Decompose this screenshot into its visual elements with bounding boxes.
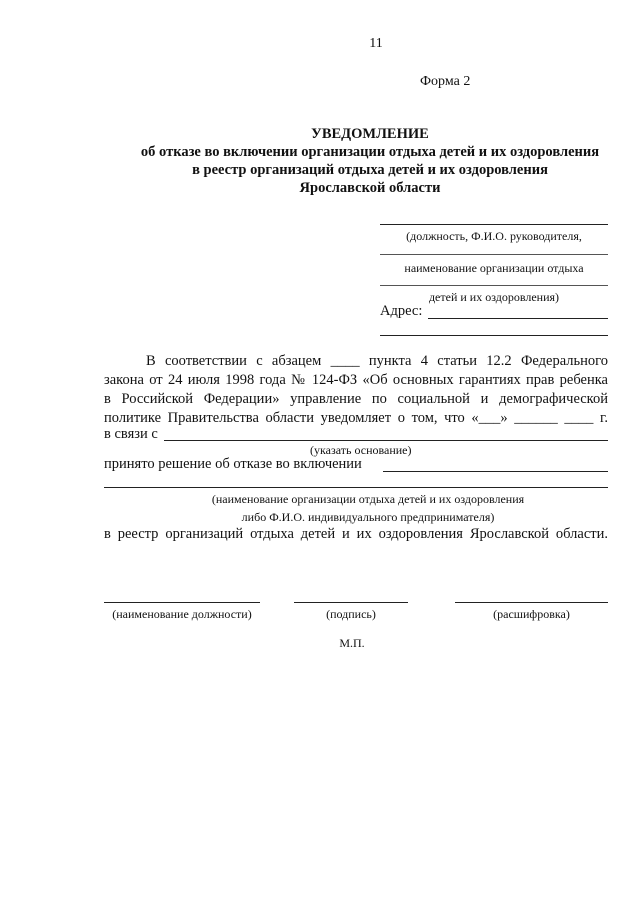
position-caption: (наименование должности): [112, 607, 252, 621]
page-number: 11: [369, 36, 383, 51]
signature-caption: (подпись): [326, 607, 376, 621]
decision-text: принято решение об отказе во включении: [104, 456, 362, 472]
address-line-1: [428, 318, 608, 319]
org-caption-2: либо Ф.И.О. индивидуального предпринимателя): [241, 510, 495, 524]
signature-line: [294, 602, 408, 603]
decision-line: [383, 471, 608, 472]
document-title: УВЕДОМЛЕНИЕ: [311, 126, 429, 142]
decoding-caption: (расшифровка): [493, 607, 570, 621]
addressee-line-3: [380, 285, 608, 286]
paragraph-line-1: В соответствии с абзацем ____ пункта 4 статьи 12.2 Федерального: [146, 353, 608, 369]
closing-text: в реестр организаций отдыха детей и их оздоровления Ярославской области.: [104, 526, 608, 542]
addressee-caption-2: наименование организации отдыха: [404, 261, 584, 275]
address-label: Адрес:: [380, 303, 423, 319]
org-line: [104, 487, 608, 488]
decoding-line: [455, 602, 608, 603]
paragraph-line-3: в Российской Федерации» управление по социальной и демографической: [104, 391, 608, 407]
reason-line: [164, 440, 608, 441]
position-line: [104, 602, 260, 603]
addressee-caption-1: (должность, Ф.И.О. руководителя,: [406, 229, 582, 243]
paragraph-line-4: политике Правительства области уведомляет о том, что «___» ______ ____ г.: [104, 410, 608, 426]
address-line-2: [380, 335, 608, 336]
addressee-caption-3: детей и их оздоровления): [428, 290, 560, 304]
seal-mark: М.П.: [339, 636, 365, 650]
paragraph-line-2: закона от 24 июля 1998 года № 124-ФЗ «Об основных гарантиях прав ребенка: [104, 372, 608, 388]
title-subline-3: Ярославской области: [299, 180, 441, 196]
reason-caption: (указать основание): [310, 443, 412, 457]
addressee-line-2: [380, 254, 608, 255]
org-caption-1: (наименование организации отдыха детей и их оздоровления: [211, 492, 525, 506]
title-subline-2: в реестр организаций отдыха детей и их оздоровления: [192, 162, 548, 178]
form-label: Форма 2: [420, 74, 471, 89]
title-subline-1: об отказе во включении организации отдыха детей и их оздоровления: [140, 144, 600, 160]
reason-prefix: в связи с: [104, 426, 158, 442]
addressee-line-1: [380, 224, 608, 225]
